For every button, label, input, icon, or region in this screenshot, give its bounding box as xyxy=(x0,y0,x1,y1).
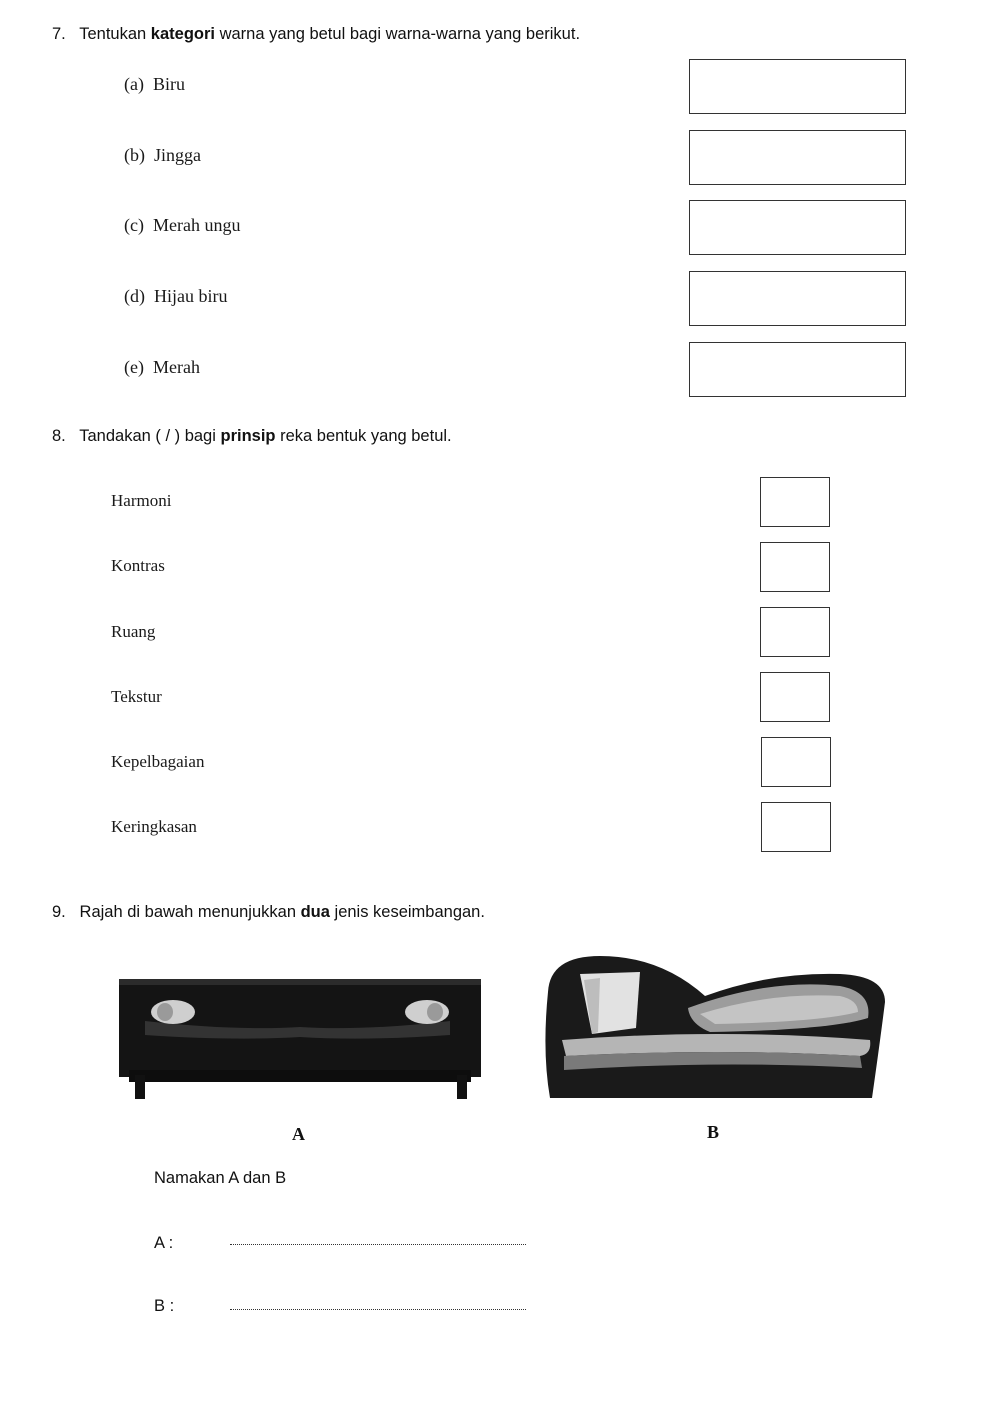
answer-b-label: B : xyxy=(154,1297,175,1315)
q9-text-after: jenis keseimbangan. xyxy=(329,903,485,921)
q7-answer-box-e[interactable] xyxy=(689,342,906,397)
q9-question xyxy=(52,903,485,922)
sofa-b-image xyxy=(540,952,890,1104)
q8-tick-box-keringkasan[interactable] xyxy=(761,802,831,852)
q7-item-b: (b) Jingga xyxy=(124,145,201,165)
sofa-a-label: A xyxy=(292,1124,305,1144)
q8-tick-box-harmoni[interactable] xyxy=(760,477,830,527)
q8-option-harmoni: Harmoni xyxy=(111,491,172,510)
q7-item-e: (e) Merah xyxy=(124,357,200,377)
q7-answer-box-c[interactable] xyxy=(689,200,906,255)
q8-tick-box-kepelbagaian[interactable] xyxy=(761,737,831,787)
q8-text-after: reka bentuk yang betul. xyxy=(275,427,452,445)
q8-tick-box-tekstur[interactable] xyxy=(760,672,830,722)
q8-bold: prinsip xyxy=(220,427,276,445)
q8-option-kepelbagaian: Kepelbagaian xyxy=(111,752,205,771)
q8-tick-box-ruang[interactable] xyxy=(760,607,830,657)
q9-text-before: Rajah di bawah menunjukkan xyxy=(79,903,301,921)
sofa-a-image xyxy=(115,975,485,1105)
answer-a-label: A : xyxy=(154,1234,174,1252)
q9-number: 9. xyxy=(52,903,66,921)
sofa-b-label: B xyxy=(707,1122,720,1142)
answer-b-line[interactable] xyxy=(230,1309,526,1310)
q7-answer-box-a[interactable] xyxy=(689,59,906,114)
q7-question xyxy=(52,25,580,44)
q9-prompt: Namakan A dan B xyxy=(154,1169,287,1187)
q7-answer-box-d[interactable] xyxy=(689,271,906,326)
q7-text-after: warna yang betul bagi warna-warna yang berikut. xyxy=(214,25,581,43)
q7-text-before: Tentukan xyxy=(79,25,151,43)
q7-bold: kategori xyxy=(150,25,215,43)
q7-number: 7. xyxy=(52,25,66,43)
q8-option-tekstur: Tekstur xyxy=(111,687,162,706)
q7-answer-box-b[interactable] xyxy=(689,130,906,185)
q8-question xyxy=(52,427,452,446)
q7-item-a: (a) Biru xyxy=(124,74,185,94)
q8-option-kontras: Kontras xyxy=(111,556,165,575)
q7-item-c: (c) Merah ungu xyxy=(124,215,241,235)
q8-text-before: Tandakan ( / ) bagi xyxy=(79,427,221,445)
q8-tick-box-kontras[interactable] xyxy=(760,542,830,592)
q8-option-ruang: Ruang xyxy=(111,622,156,641)
answer-a-line[interactable] xyxy=(230,1244,526,1245)
q9-bold: dua xyxy=(300,903,330,921)
q7-item-d: (d) Hijau biru xyxy=(124,286,228,306)
q8-option-keringkasan: Keringkasan xyxy=(111,817,197,836)
q8-number: 8. xyxy=(52,427,66,445)
